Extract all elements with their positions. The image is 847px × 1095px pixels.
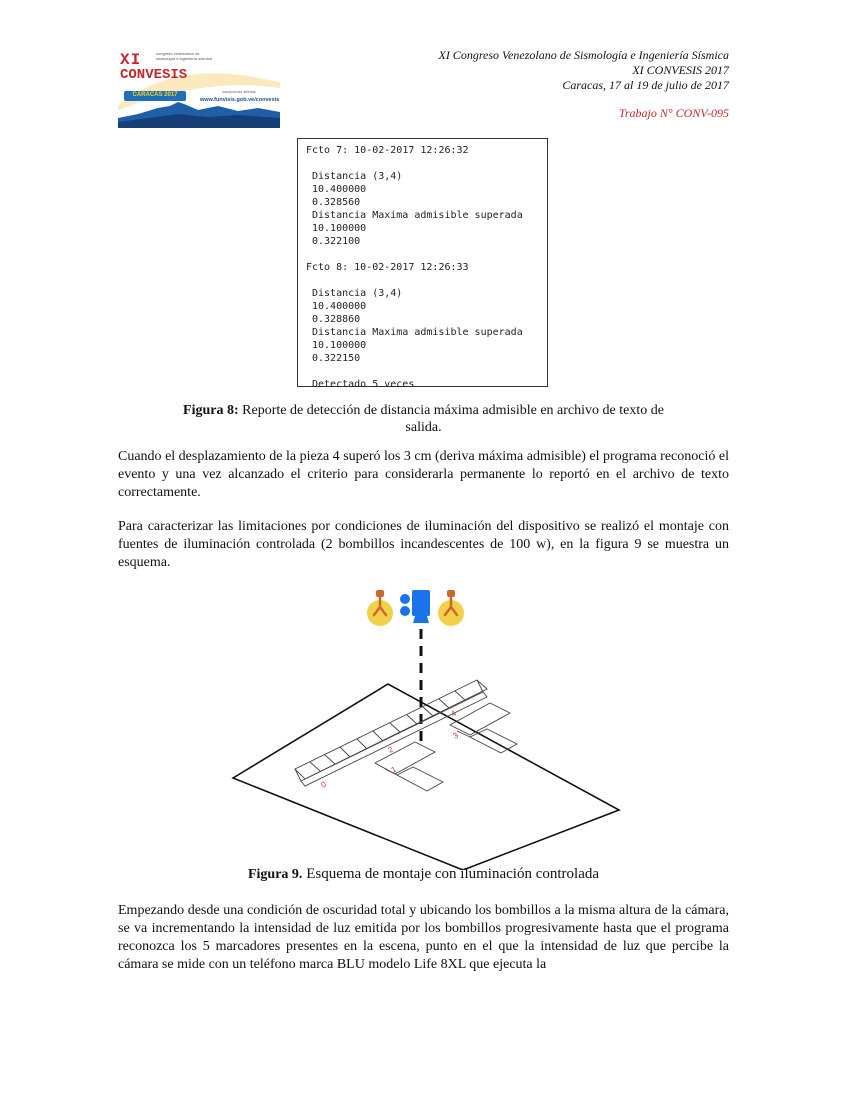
logo-xi: XI [120,51,142,69]
marker-2: 2 [386,744,395,755]
logo-badge-dates: Del 17 al 19 de julio [137,100,173,105]
report-line: Distancia Maxima admisible superada [312,210,523,221]
report-line: 0.328560 [312,197,361,208]
logo-badge-city: CARACAS 2017 [124,91,186,101]
report-line: 0.328860 [312,314,361,325]
figure-8-caption-text: Reporte de detección de distancia máxima admisible en archivo de texto de [238,403,664,418]
report-line [306,248,523,261]
report-line: Fcto 8: 10-02-2017 12:26:33 [306,262,469,273]
report-line: 10.400000 [312,184,367,195]
header-edition: XI CONVESIS 2017 [632,63,729,77]
figure-9-schematic [225,585,625,870]
paragraph-iluminacion: Para caracterizar las limitaciones por condiciones de iluminación del dispositivo se realizó el montaje con fuentes de iluminación controlada (2 bombillos incandescentes de 100 w), en la figura 9 se muestra un esquema. [118,519,729,570]
report-line: Distancia (3,4) [312,171,403,182]
conference-logo [118,48,280,128]
header-dates: Caracas, 17 al 19 de julio de 2017 [562,78,729,92]
report-line: 10.400000 [312,301,367,312]
header-paper-number: Trabajo N° CONV-095 [618,106,729,120]
figure-9-label: Figura 9. [247,867,303,882]
report-line: Fcto 7: 10-02-2017 12:26:32 [306,145,469,156]
light-bulb-left-icon [367,590,393,626]
report-line [306,157,523,170]
figure-9-caption [118,866,729,883]
report-line: 0.322150 [312,353,361,364]
logo-url-caption: inscripciones abiertas [222,90,256,94]
camera-icon [400,590,430,623]
figure-9-caption-text: Esquema de montaje con iluminación controlada [302,866,600,882]
marker-4: 4 [449,708,458,719]
figure-8-caption [118,402,729,419]
report-line [306,365,523,378]
logo-convesis: CONVESIS [120,67,188,83]
figure-8-label: Figura 8: [183,403,239,418]
light-bulb-right-icon [438,590,464,626]
report-line: 10.100000 [312,340,367,351]
marker-3: 3 [451,730,460,741]
header-conference-name: XI Congreso Venezolano de Sismología e Ingeniería Sísmica [438,48,729,62]
report-line: 10.100000 [312,223,367,234]
figure-8-caption-line2: salida. [405,420,442,435]
marker-0: 0 [319,779,328,790]
base-plane [233,684,619,870]
report-line [306,274,523,287]
report-lines [306,144,523,391]
report-line: Detectado 5 veces [312,379,415,390]
marker-1: 1 [389,764,398,775]
report-line: Distancia (3,4) [312,288,403,299]
report-text-box [297,138,548,390]
report-line: 0.322100 [312,236,361,247]
paragraph-procedimiento: Empezando desde una condición de oscuridad total y ubicando los bombillos a la misma altura de la cámara, se va incrementando la intensidad de luz emitida por los bombillos progresivamente hasta que el programa reconozca los 5 marcadores presentes en la escena, punto en el que la intensidad de luz que percibe la cámara se mide con un teléfono marca BLU modelo Life 8XL que ejecuta la [118,903,729,972]
logo-tagline: congreso venezolano de sismología e ingeniería sísmica [156,51,212,61]
logo-url: www.funvisis.gob.ve/convesis [200,97,280,103]
paragraph-desplazamiento: Cuando el desplazamiento de la pieza 4 superó los 3 cm (deriva máxima admisible) el programa reconoció el evento y una vez alcanzado el criterio para considerarla permanente lo reportó en el archivo de texto correctamente. [118,449,729,500]
report-line: Distancia Maxima admisible superada [312,327,523,338]
